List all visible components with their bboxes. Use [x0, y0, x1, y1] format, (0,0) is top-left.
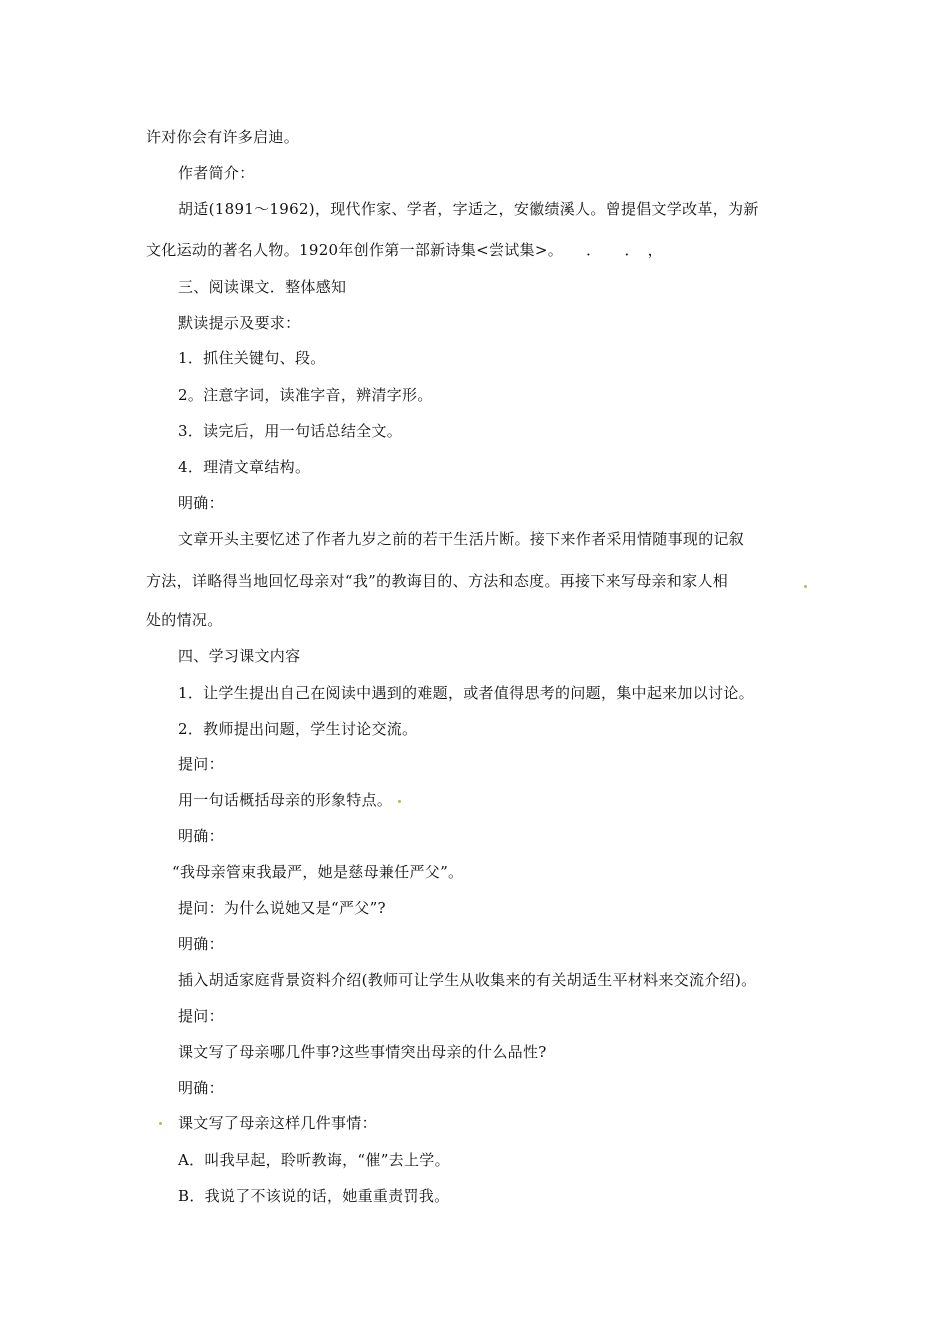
text-line: 明确： — [178, 827, 224, 845]
section-heading: 三、阅读课文．整体感知 — [178, 278, 347, 296]
text-line: 方法，详略得当地回忆母亲对“我”的教诲目的、方法和态度。再接下来写母亲和家人相 — [146, 572, 729, 590]
section-label-author: 作者简介： — [178, 164, 255, 182]
text-line: “我母亲管束我最严，她是慈母兼任严父”。 — [172, 863, 464, 881]
text-line: 提问： — [178, 1007, 224, 1025]
list-item: 1．让学生提出自己在阅读中遇到的难题，或者值得思考的问题，集中起来加以讨论。 — [178, 684, 754, 702]
text-line: 课文写了母亲哪几件事?这些事情突出母亲的什么品性? — [178, 1043, 547, 1061]
text-line: 课文写了母亲这样几件事情： — [178, 1114, 377, 1132]
text-line: 用一句话概括母亲的形象特点。 — [178, 791, 393, 809]
stray-dot — [159, 1122, 162, 1125]
list-item: 1．抓住关键句、段。 — [178, 349, 326, 367]
text-line: 文化运动的著名人物。1920年创作第一部新诗集<尝试集>。 ． ． ， — [146, 241, 663, 259]
list-item: 3．读完后，用一句话总结全文。 — [178, 422, 403, 440]
section-heading: 四、学习课文内容 — [178, 647, 301, 665]
list-item: 4．理清文章结构。 — [178, 458, 311, 476]
text-line: 文章开头主要忆述了作者九岁之前的若干生活片断。接下来作者采用情随事现的记叙 — [178, 530, 745, 548]
list-item: 2．教师提出问题，学生讨论交流。 — [178, 720, 418, 738]
text-line: 胡适(1891～1962)，现代作家、学者，字适之，安徽绩溪人。曾提倡文学改革，为新 — [178, 200, 759, 218]
list-item: B．我说了不该说的话，她重重责罚我。 — [178, 1187, 450, 1205]
text-line: 许对你会有许多启迪。 — [146, 128, 300, 146]
stray-dot — [804, 585, 807, 588]
stray-dot — [398, 800, 401, 803]
text-line: 处的情况。 — [146, 611, 223, 629]
text-line: 提问：为什么说她又是“严父”? — [178, 899, 386, 917]
text-line: 明确： — [178, 1079, 224, 1097]
list-item: 2。注意字词，读准字音，辨清字形。 — [178, 386, 433, 404]
text-line: 明确： — [178, 494, 224, 512]
text-line: 插入胡适家庭背景资料介绍(教师可让学生从收集来的有关胡适生平材料来交流介绍)。 — [178, 971, 757, 989]
text-line: 默读提示及要求： — [178, 314, 301, 332]
list-item: A．叫我早起，聆听教诲，“催”去上学。 — [178, 1151, 450, 1169]
text-line: 提问： — [178, 755, 224, 773]
text-line: 明确： — [178, 935, 224, 953]
